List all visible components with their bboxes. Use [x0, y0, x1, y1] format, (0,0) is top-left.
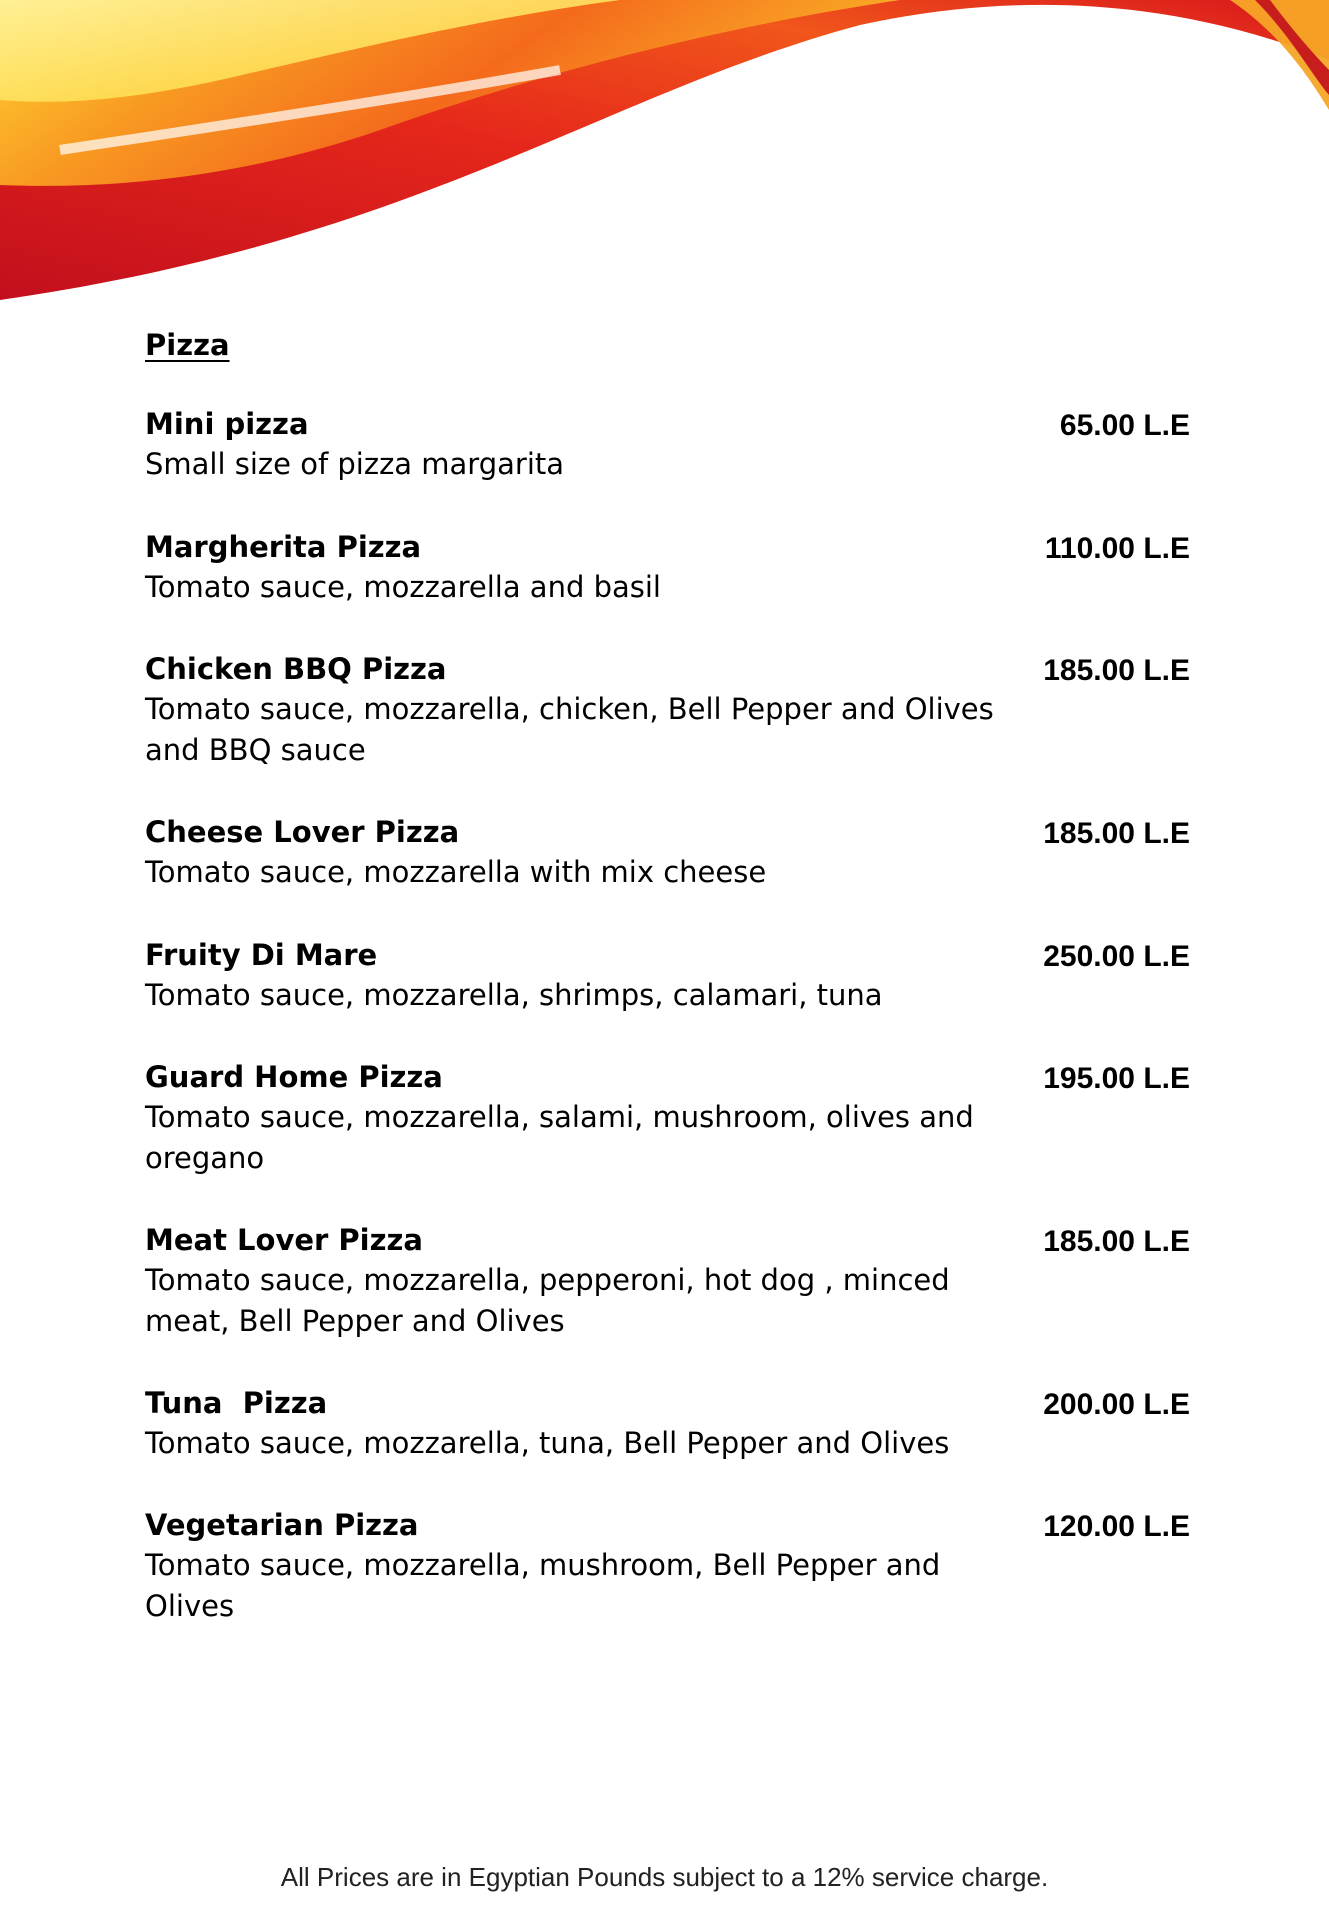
item-description: Tomato sauce, mozzarella, chicken, Bell Pepper and Olives and BBQ sauce	[145, 692, 994, 767]
item-description: Tomato sauce, mozzarella, salami, mushroom, olives and oregano	[145, 1100, 974, 1175]
item-price: 65.00 L.E	[1059, 409, 1190, 442]
menu-item-guard-home-pizza	[145, 1057, 1190, 1179]
item-name: Meat Lover Pizza	[145, 1223, 423, 1257]
item-description: Tomato sauce, mozzarella, tuna, Bell Pepper and Olives	[145, 1426, 950, 1460]
item-price: 250.00 L.E	[1043, 940, 1190, 973]
menu-item-cheese-lover-pizza	[145, 812, 1190, 893]
item-name: Fruity Di Mare	[145, 938, 378, 972]
item-price: 185.00 L.E	[1043, 817, 1190, 850]
item-price: 185.00 L.E	[1043, 1225, 1190, 1258]
item-description: Tomato sauce, mozzarella, shrimps, calamari, tuna	[145, 978, 883, 1012]
menu-item-chicken-bbq-pizza	[145, 649, 1190, 771]
item-price: 195.00 L.E	[1043, 1062, 1190, 1095]
item-price: 120.00 L.E	[1043, 1510, 1190, 1543]
menu-item-vegetarian-pizza	[145, 1505, 1190, 1627]
section-title: Pizza	[145, 328, 230, 362]
menu-item-mini-pizza	[145, 404, 1190, 485]
item-description: Tomato sauce, mozzarella, pepperoni, hot dog , minced meat, Bell Pepper and Olives	[145, 1263, 950, 1338]
item-name: Mini pizza	[145, 407, 309, 441]
item-price: 185.00 L.E	[1043, 654, 1190, 687]
item-name: Cheese Lover Pizza	[145, 815, 460, 849]
item-description: Tomato sauce, mozzarella, mushroom, Bell Pepper and Olives	[145, 1548, 941, 1623]
item-description: Tomato sauce, mozzarella with mix cheese	[145, 855, 767, 889]
item-name: Tuna Pizza	[145, 1386, 328, 1420]
item-name: Guard Home Pizza	[145, 1060, 443, 1094]
item-price: 110.00 L.E	[1044, 532, 1190, 565]
decorative-swoosh-banner	[0, 0, 1329, 310]
item-name: Margherita Pizza	[145, 530, 422, 564]
menu-item-margherita-pizza	[145, 527, 1190, 608]
menu-item-fruity-di-mare	[145, 935, 1190, 1016]
menu-item-meat-lover-pizza	[145, 1220, 1190, 1342]
item-name: Chicken BBQ Pizza	[145, 652, 447, 686]
item-name: Vegetarian Pizza	[145, 1508, 419, 1542]
footer-price-note: All Prices are in Egyptian Pounds subject to a 12% service charge.	[280, 1862, 1049, 1892]
item-description: Tomato sauce, mozzarella and basil	[145, 570, 661, 604]
item-description: Small size of pizza margarita	[145, 447, 565, 481]
menu-item-tuna-pizza	[145, 1383, 1190, 1464]
item-price: 200.00 L.E	[1043, 1388, 1190, 1421]
